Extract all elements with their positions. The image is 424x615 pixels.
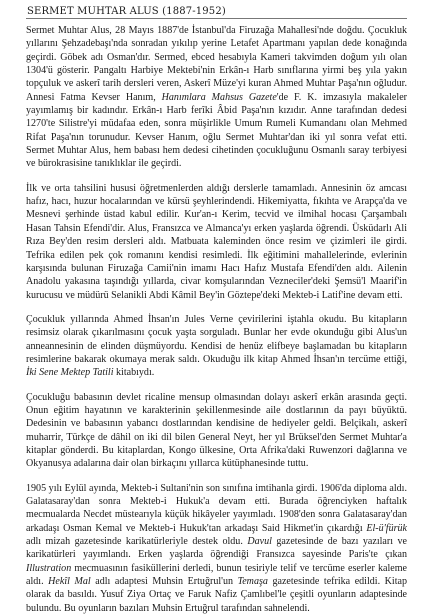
italic-title: Illustration bbox=[26, 562, 72, 574]
paragraph-text: 'de F. K. imzasıyla makaleler yayımlamış bir kadındır. Erkân-ı Harb ferîki Âbid Paşa'nın kızıdır. Anne tarafından dedesi 1270'te Silistre'yi müdafaa eden, sonra müşirlikle Umum Rumeli Kumandanı olan Mehmed Rifat Paşa'nın torunudur. Kevser Hanım, oğlu Sermet Muhtar'dan iki yıl sonra vefat etti. Sermet Muhtar Alus, hem babası hem dedesi cihetinden çocukluğunu Osmanlı saray terbiyesi ve bürokrasisine tanıklıklar ile geçirdi. bbox=[26, 91, 407, 170]
italic-title: Hanımlara Mahsus Gazete bbox=[161, 91, 277, 103]
section-heading bbox=[26, 5, 407, 19]
paragraph-school-career bbox=[26, 482, 407, 615]
paragraph-birth-family bbox=[26, 24, 407, 171]
paragraph-text: Çocukluk yıllarında Ahmed İhsan'ın Jules Verne çevirilerini iştahla okudu. Bu kitapların resimsiz olarak çıkarılmasını çocuk yaşta sorguladı. Bunlar her evde okunduğu gibi Alus'un anneannesinin de elinden düşmüyordu. Kendisi de henüz elifbeye başlamadan bu kitapların resimlerine bakarak okumaya merak saldı. Okuduğu ilk kitap Ahmed İhsan'ın tercüme ettiği, bbox=[26, 313, 407, 365]
italic-title: Temaşa bbox=[237, 576, 268, 588]
author-name: SERMET MUHTAR ALUS bbox=[27, 6, 159, 17]
italic-title: Davul bbox=[247, 536, 272, 548]
italic-title: Hekîl Mal bbox=[48, 576, 91, 588]
author-years: (1887-1952) bbox=[162, 6, 226, 17]
paragraph-text: gazetesinde de bazı yazıları ve karikatürleri yayımlandı. Erken yaşlarda öğrendiği Fransızca sayesinde Paris'te çıkan bbox=[26, 536, 407, 561]
paragraph-family-friends bbox=[26, 391, 407, 471]
paragraph-text: kitabıydı. bbox=[113, 367, 155, 379]
italic-title: El-ü'fürük bbox=[366, 522, 407, 534]
paragraph-text: 1905 yılı Eylül ayında, Mekteb-i Sultani'nin son sınıfına imtihanla girdi. 1906'da diploma aldı. Galatasaray'dan sonra Mekteb-i Hukuk'a devam etti. Burada öğrenciyken haftalık mecmualarda Necdet müstearıyla küçük hikâyeler yayımladı. 1908'den sonra Galatasaray'dan arkadaşı Osman Kemal ve Mekteb-i Hukuk'tan arkadaşı Said Hikmet'in çıkardığı bbox=[26, 482, 407, 534]
paragraph-text: Sermet Muhtar Alus, 28 Mayıs 1887'de İstanbul'da Firuzağa Mahallesi'nde doğdu. Çocukluk yıllarını Şehzadebaşı'nda sonradan yıkılıp yerine Letafet Apartmanı yapılan dede konağında geçirdi. Göbek adı Osman'dır. Sermed, ebced hesabıyla Kameri takvimden doğum yılı olan 1304'ü gösterir. Pangaltı Harbiye Mektebi'nin Erkân-ı Harb sınıflarına yirmi beş yıla yakın topçuluk ve askerî tarih dersleri veren, Askerî Müze'yi kuran Ahmed Muhtar Paşa'nın oğludur. Annesi Fatma Kevser Hanım, bbox=[26, 25, 407, 103]
italic-title: İki Sene Mektep Tatili bbox=[26, 367, 114, 379]
paragraph-childhood-reading bbox=[26, 313, 407, 380]
paragraph-text: gazetesinde tefrika edildi. Kitap olarak da basıldı. Yusuf Ziya Ortaç ve Faruk Nafiz Çamlıbel'le çeşitli oyunların adaptesinde bulundu. Bu oyunların bazıları Muhsin Ertuğrul tarafından sahnelendi. bbox=[26, 576, 407, 614]
paragraph-text: adlı mizah gazetesinde karikatürleriyle destek oldu. bbox=[26, 536, 248, 548]
paragraph-text: İlk ve orta tahsilini hususi öğretmenlerden aldığı derslerle tamamladı. Annesinin öz amcası hafız, hacı, huzur hocalarından ve kürsü şeyhlerindendi. Hikemiyatta, fıkıhta ve Arapça'da ve Mesnevi şerhinde üstad kabul edilir. Kur'an-ı Kerim, tecvid ve ilmihal hocası Çarşambalı Hasan Tahsin Efendi'dir. Alus, Fransızca ve Almanca'yı erken yaşlarda öğrendi. Üsküdarlı Ali Rıza Bey'den resim dersleri aldı. Matbuata kaleminden önce resim ve çizimleri ile girdi. Tefrika edilen pek çok romanını kendisi resimledi. İlk eğitimini mahallelerinde, evlerinin karşısında bulunan Firuzağa Camii'nin imamı Hacı Hafız Mustafa Efendi'den aldı. Ailenin Anadolu yakasına taşındığı yıllarda, civar komşularından Vezneciler'deki Şemsü'l Maarif'in kurucusu ve müdürü Selanikli Abdi Kâmil Bey'in Göztepe'deki Mekteb-i Latif'ine devam etti. bbox=[26, 182, 407, 301]
paragraph-text: mecmuasının fasiküllerini derledi, bunun tesiriyle telif ve tercüme eserler kaleme aldı. bbox=[26, 562, 407, 588]
paragraph-text: adlı adaptesi Muhsin Ertuğrul'un bbox=[90, 576, 238, 588]
paragraph-text: Çocukluğu babasının devlet ricaline mensup olmasından dolayı askerî erkân arasında geçti. Onun eğitim hayatının ve karakterinin şekillenmesinde aile dostlarının da payı büyüktü. Dedesinin ve babasının yabancı dostlarından kendisine de hediyeler geldi. Belçikalı, askerî muharrir, Türkçe de dâhil on iki dil bilen General Neyt, her yıl Brüksel'den Sermet Muhtar'a kitaplar gönderdi. Bu kitaplardan, Kongo ülkesine, Orta Afrika'daki Ruwenzori dağlarına ve Okyanusya adalarına dair olan birkaçını yıllarca kütüphanesinde tuttu. bbox=[26, 391, 407, 470]
paragraph-education bbox=[26, 182, 407, 302]
